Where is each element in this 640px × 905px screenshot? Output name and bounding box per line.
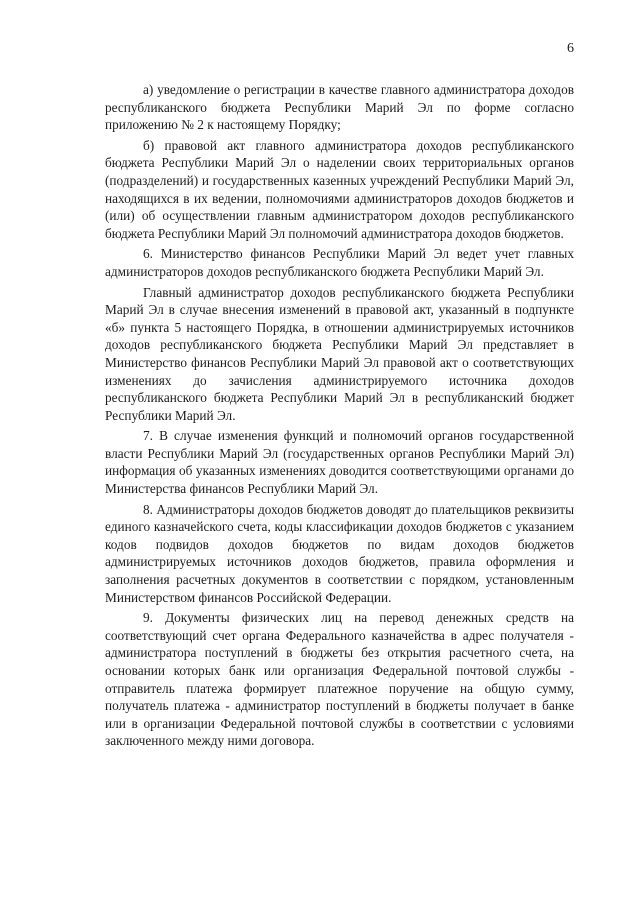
paragraph-6-continued: Главный администратор доходов республиканского бюджета Республики Марий Эл в случае внесения изменений в правовой акт, указанный в подпункте «б» пункта 5 настоящего Порядка, в отношении администрируемых источников доходов республиканского бюджета Республики Марий Эл представляет в Министерство финансов Республики Марий Эл правовой акт о соответствующих изменениях до зачисления администрируемого источника доходов республиканского бюджета Республики Марий Эл в республиканский бюджет Республики Марий Эл. — [105, 284, 574, 423]
paragraph-6: 6. Министерство финансов Республики Марий Эл ведет учет главных администраторов доходов республиканского бюджета Республики Марий Эл. — [105, 246, 574, 279]
paragraph-5b: б) правовой акт главного администратора доходов республиканского бюджета Республики Марий Эл о наделении своих территориальных органов (подразделений) и государственных казенных учреждений Республики Марий Эл, находящихся в их ведении, полномочиями администраторов доходов бюджетов и (или) об осуществлении главным администратором доходов республиканского бюджета Республики Марий Эл полномочий администратора доходов бюджетов. — [105, 137, 574, 241]
page-number: 6 — [567, 41, 574, 56]
paragraph-8: 8. Администраторы доходов бюджетов доводят до плательщиков реквизиты единого казначейского счета, коды классификации доходов бюджетов с указанием кодов подвидов доходов бюджетов по видам доходов бюджетов администрируемых источников доходов бюджетов, правила оформления и заполнения расчетных документов в соответствии с порядком, установленным Министерством финансов Российской Федерации. — [105, 501, 574, 605]
paragraph-5a: а) уведомление о регистрации в качестве главного администратора доходов республиканского бюджета Республики Марий Эл по форме согласно приложению № 2 к настоящему Порядку; — [105, 82, 574, 133]
paragraph-7: 7. В случае изменения функций и полномочий органов государственной власти Республики Марий Эл (государственных органов Республики Марий Эл) информация об указанных изменениях доводится соответствующими органами до Министерства финансов Республики Марий Эл. — [105, 428, 574, 497]
paragraph-9: 9. Документы физических лиц на перевод денежных средств на соответствующий счет органа Федерального казначейства в адрес получателя - администратора поступлений в бюджеты без открытия расчетного счета, на основании которых банк или организация Федеральной почтовой службы - отправитель платежа формирует платежное поручение на общую сумму, получатель платежа - администратор поступлений в бюджеты получает в банке или в организации Федеральной почтовой службы в соответствии с условиями заключенного между ними договора. — [105, 610, 574, 749]
